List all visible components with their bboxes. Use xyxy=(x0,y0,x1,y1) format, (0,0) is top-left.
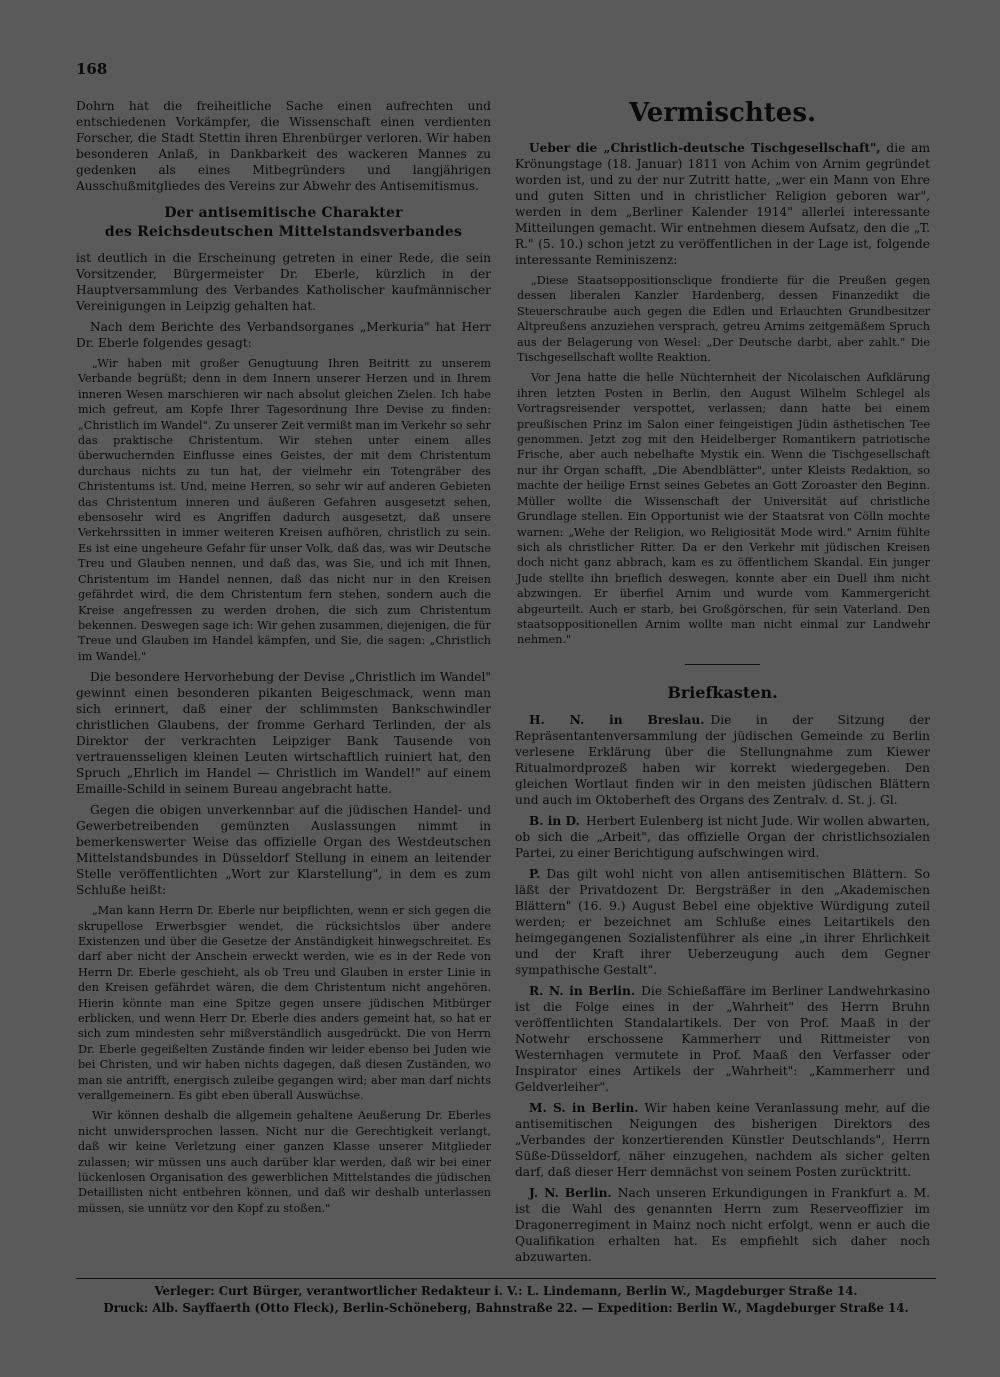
briefkasten-entry xyxy=(515,1185,930,1265)
section-heading xyxy=(76,204,491,242)
quote-paragraph: „Man kann Herrn Dr. Eberle nur beipflichten, wenn er sich gegen die skrupellose Erwerbsgier wendet, die rücksichtslos über andere Existenzen und über die Gesetze der Anständigkeit hinwegschreitet. Es darf aber nicht der Anschein erweckt werden, wie es in der Rede von Herrn Dr. Eberle geschieht, als ob Treu und Glauben in erster Linie in den Kreisen gefährdet wären, die dem Christentum nicht angehören. Hierin könnte man eine Spitze gegen unsere jüdischen Mitbürger erblicken, und wenn Herr Dr. Eberle dies anders gemeint hat, so hat er sich zum mindesten sehr mißverständlich ausgedrückt. Die von Herrn Dr. Eberle gegeißelten Zustände finden wir leider ebenso bei Juden wie bei Christen, und wir haben nichts dagegen, daß diesen Zuständen, wo man sie antrifft, energisch zuleibe gegangen wird; aber man darf nichts verallgemeinern. Es gibt eben überall Auswüchse. xyxy=(78,904,491,1102)
paragraph: Die besondere Hervorhebung der Devise „Christlich im Wandel" gewinnt einen besonderen pikanten Beigeschmack, wenn man sich erinnert, daß einer der schlimmsten Bankschwindler christlichen Glaubens, der fromme Gerhard Terlinden, der als Direktor der verkrachten Leipziger Bank Tausende von vertrauensseligen kleinen Leuten wirtschaftlich ruiniert hat, den Spruch „Ehrlich im Handel — Christlich im Wandel!" auf einem Emaille-Schild in seinem Bureau angebracht hatte. xyxy=(76,670,491,797)
paragraph: Gegen die obigen unverkennbar auf die jüdischen Handel- und Gewerbetreibenden gemünzten Auslassungen nimmt in bemerkenswerter Weise das offizielle Organ des Westdeutschen Mittelstandsbundes in Düsseldorf Stellung in einem an leitender Stelle veröffentlichten „Wort zur Klarstellung", in dem es zum Schluße heißt: xyxy=(76,803,491,898)
briefkasten-entries xyxy=(515,712,930,1265)
intro-paragraph: Dohrn hat die freiheitliche Sache einen aufrechten und entschiedenen Vorkämpfer, die Wissenschaft einen verdienten Forscher, die Stadt Stettin ihren Ehrenbürger verloren. Wir haben besonderen Anlaß, in Dankbarkeit des wackeren Mannes zu gedenken als eines Mitbegründers und langjährigen Ausschußmitgliedes des Vereins zur Abwehr des Antisemitismus. xyxy=(76,99,491,193)
entry-text: Herbert Eulenberg ist nicht Jude. Wir wollen abwarten, ob sich die „Arbeit", das offizielle Organ der christlichsozialen Partei, zu einer Berichtigung aufschwingen wird. xyxy=(515,813,930,860)
paragraph: Nach dem Berichte des Verbandsorganes „Merkuria" hat Herr Dr. Eberle folgendes gesagt: xyxy=(76,320,491,350)
entry-heading: B. in D. xyxy=(529,813,580,828)
quote-paragraph: „Diese Staatsoppositionsclique frondierte für die Preußen gegen dessen liberalen Kanzler Hardenberg, dessen Finanzedikt die Steuerschraube auch gegen die Edlen und Erlauchten Grundbesitzer Altpreußens anzuziehen versprach, getreu Arnims zeitgemäßem Spruch aus der Belagerung von Wesel: „Der Deutsche darbt, aber zahlt." Die Tischgesellschaft wollte Reaktion. xyxy=(517,274,930,365)
briefkasten-title: Briefkasten. xyxy=(667,682,778,702)
divider xyxy=(685,664,760,665)
section-heading-line2: des Reichsdeutschen Mittelstandsverbandes xyxy=(104,224,463,240)
paragraph: ist deutlich in die Erscheinung getreten in einer Rede, die sein Vorsitzender, Bürgermeister Dr. Eberle, kürzlich in der Hauptversammlung des Verbandes Katholischer kaufmännischer Vereinigungen in Leipzig gehalten hat. xyxy=(76,251,491,313)
quote-paragraph: Vor Jena hatte die helle Nüchternheit der Nicolaischen Aufklärung ihren letzten Posten in Berlin, den August Wilhelm Schlegel als Vortragsreisender verspottet, verlassen; dann hatte bei einem preußischen Prinz im Salon einer feingeistigen Jüdin ästhetischen Tee genommen. Jetzt zog mit den Heidelberger Romantikern patriotische Frische, aber auch nebelhafte Mystik ein. Wenn die Tischgesellschaft nur ihr Organ schafft, „Die Abendblätter", unter Kleists Redaktion, so machte der heilige Ernst seines Gebetes an Gott Zoroaster den Beginn. Müller wollte die Wissenschaft der Universität auf christliche Grundlage stellen. Ein Opportunist wie der Staatsrat von Cölln mochte warnen: „Wehe der Religion, wo Religiosität Mode wird." Arnim fühlte sich als christlicher Ritter. Da er den Verkehr mit jüdischen Kreisen doch nicht ganz abbrach, kam es zu öffentlichem Skandal. Ein junger Jude stellte ihn brieflich deswegen, konnte aber ein Duell ihm nicht abzwingen. Er überfiel Arnim und wurde vom Kammergericht abgeurteilt. Auch er starb, bei Großgörschen, für sein Vaterland. Den staatsoppositionellen Arnim wollte man nicht einmal zur Landwehr nehmen." xyxy=(517,371,930,647)
briefkasten-entry xyxy=(515,813,930,861)
entry-text: Die Schießaffäre im Berliner Landwehrkasino ist die Folge eines in der „Wahrheit" des Herrn Bruhn veröffentlichten Standalartikels. Der von Prof. Maaß in der Notwehr erschossene Kammerherr und Rittmeister von Westernhagen vermutete in Prof. Maaß den Verfasser oder Inspirator eines Artikels der „Wahrheit": „Kammerherr und Geldverleiher". xyxy=(515,983,930,1094)
briefkasten-entry xyxy=(515,1100,930,1180)
footer-rule xyxy=(76,1278,936,1279)
page-number: 168 xyxy=(76,60,108,78)
entry-text: Nach unseren Erkundigungen in Frankfurt a. M. ist die Wahl des genannten Herrn zum Reserveoffizier im Dragonerregiment in Mainz noch nicht erfolgt, wenn er auch die Qualifikation erhalten hat. Es empfiehlt sich daher noch abzuwarten. xyxy=(515,1185,930,1264)
lead-body: die am Krönungstage (18. Januar) 1811 von Achim von Arnim gegründet worden ist, und zu der nur Zutritt hatte, „wer ein Mann von Ehre und guten Sitten und in christlicher Religion geboren war", werden in dem „Berliner Kalender 1914" allerlei interessante Mitteilungen gemacht. Wir entnehmen diesem Aufsatz, den die „T. R." (5. 10.) schon jetzt zu veröffentlichen in der Lage ist, folgende interessante Reminiszenz: xyxy=(515,141,930,267)
quote-paragraph: Wir können deshalb die allgemein gehaltene Aeußerung Dr. Eberles nicht unwidersprochen lassen. Nicht nur die Gerechtigkeit verlangt, daß wir keine Verletzung einer ganzen Klasse unserer Mitglieder zulassen; wir müssen uns auch darüber klar werden, daß wir bei einer lückenlosen Organisation des gewerblichen Mittelstandes die jüdischen Detaillisten nicht entbehren können, und daß wir deshalb unterlassen müssen, sie unnütz vor den Kopf zu stoßen." xyxy=(78,1109,491,1215)
entry-text: Wir haben keine Veranlassung mehr, auf die antisemitischen Neigungen des bisherigen Direktors des „Verbandes der konzertierenden Künstler Deutschlands", Herrn Süße-Düsseldorf, näher einzugehen, nachdem als sicher gelten darf, daß dieser Herr demnächst von seinem Posten zurücktritt. xyxy=(515,1100,931,1179)
briefkasten-entry xyxy=(515,983,930,1095)
entry-heading: H. N. in Breslau. xyxy=(529,712,705,727)
paragraph xyxy=(515,140,930,268)
briefkasten-entry xyxy=(515,712,930,808)
entry-heading: M. S. in Berlin. xyxy=(529,1100,639,1115)
section-heading-line1: Der antisemitische Charakter xyxy=(164,205,403,221)
vermischtes-title: Vermischtes. xyxy=(628,98,817,128)
entry-heading: P. xyxy=(529,866,541,881)
entry-text: Die in der Sitzung der Repräsentantenversammlung der jüdischen Gemeinde zu Berlin verlesene Erklärung über die Stellungnahme zum Kiewer Ritualmordprozeß haben wir korrekt wiedergegeben. Den gleichen Wortlaut finden wir in den meisten jüdischen Blättern und auch im Oktoberheft des Organs des Zentralv. d. St. j. Gl. xyxy=(515,712,930,807)
entry-heading: R. N. in Berlin. xyxy=(529,983,636,998)
entry-text: Das gilt wohl nicht von allen antisemitischen Blättern. So läßt der Privatdozent Dr. Bergsträßer in den „Akademischen Blättern" (16. 9.) August Bebel eine objektive Würdigung zuteil werden; er bezeichnet am Schluße eines Leitartikels den heimgegangenen Sozialistenführer als eine „in ihrer Ehrlichkeit und der Kraft ihrer Ueberzeugung auch dem Gegner sympathische Gestalt". xyxy=(515,866,930,977)
briefkasten-entry xyxy=(515,866,930,978)
footer-publisher: Verleger: Curt Bürger, verantwortlicher Redakteur i. V.: L. Lindemann, Berlin W., Magdeburger Straße 14. xyxy=(154,1284,858,1298)
quote-paragraph: „Wir haben mit großer Genugtuung Ihren Beitritt zu unserem Verbande begrüßt; denn in dem Innern unserer Herzen und in Ihrem inneren Wesen marschieren wir nach absolut gleichen Zielen. Ich habe mich gefreut, am Kopfe Ihrer Tagesordnung Ihre Devise zu finden: „Christlich im Wandel". Zu unserer Zeit vermißt man im Verkehr so sehr das praktische Christentum. Wir stehen unter einem alles überwuchernden Einflusse eines Geistes, der mit dem Christentum durchaus nichts zu tun hat, der vielmehr ein Totengräber des Christentums ist. Und, meine Herren, so sehr wir auf anderen Gebieten das Christentum inneren und äußeren Gefahren ausgesetzt sehen, ebensosehr wird es Angriffen dadurch ausgesetzt, daß unsere Verkehrssitten in immer weiteren Kreisen aufhören, christlich zu sein. Es ist eine ungeheure Gefahr für unser Volk, daß das, was wir Deutsche Treu und Glauben nennen, und daß das, was Sie, und ich mit Ihnen, Christentum im Handel nennen, daß das nicht nur in den Kreisen gefährdet wird, die dem Christentum fern stehen, sondern auch die Kreise angefressen zu werden drohen, die sich zum Christentum bekennen. Deswegen sage ich: Wir gehen zusammen, diejenigen, die für Treue und Glauben im Handel kämpfen, und Sie, die sagen: „Christlich im Wandel." xyxy=(78,357,491,663)
right-column xyxy=(515,98,930,1270)
left-column xyxy=(76,98,491,1221)
lead-text: Ueber die „Christlich-deutsche Tischgesellschaft", xyxy=(529,141,881,155)
footer-printer: Druck: Alb. Sayffaerth (Otto Fleck), Berlin-Schöneberg, Bahnstraße 22. — Expedition: Berlin W., Magdeburger Straße 14. xyxy=(103,1301,909,1315)
entry-heading: J. N. Berlin. xyxy=(529,1185,612,1200)
